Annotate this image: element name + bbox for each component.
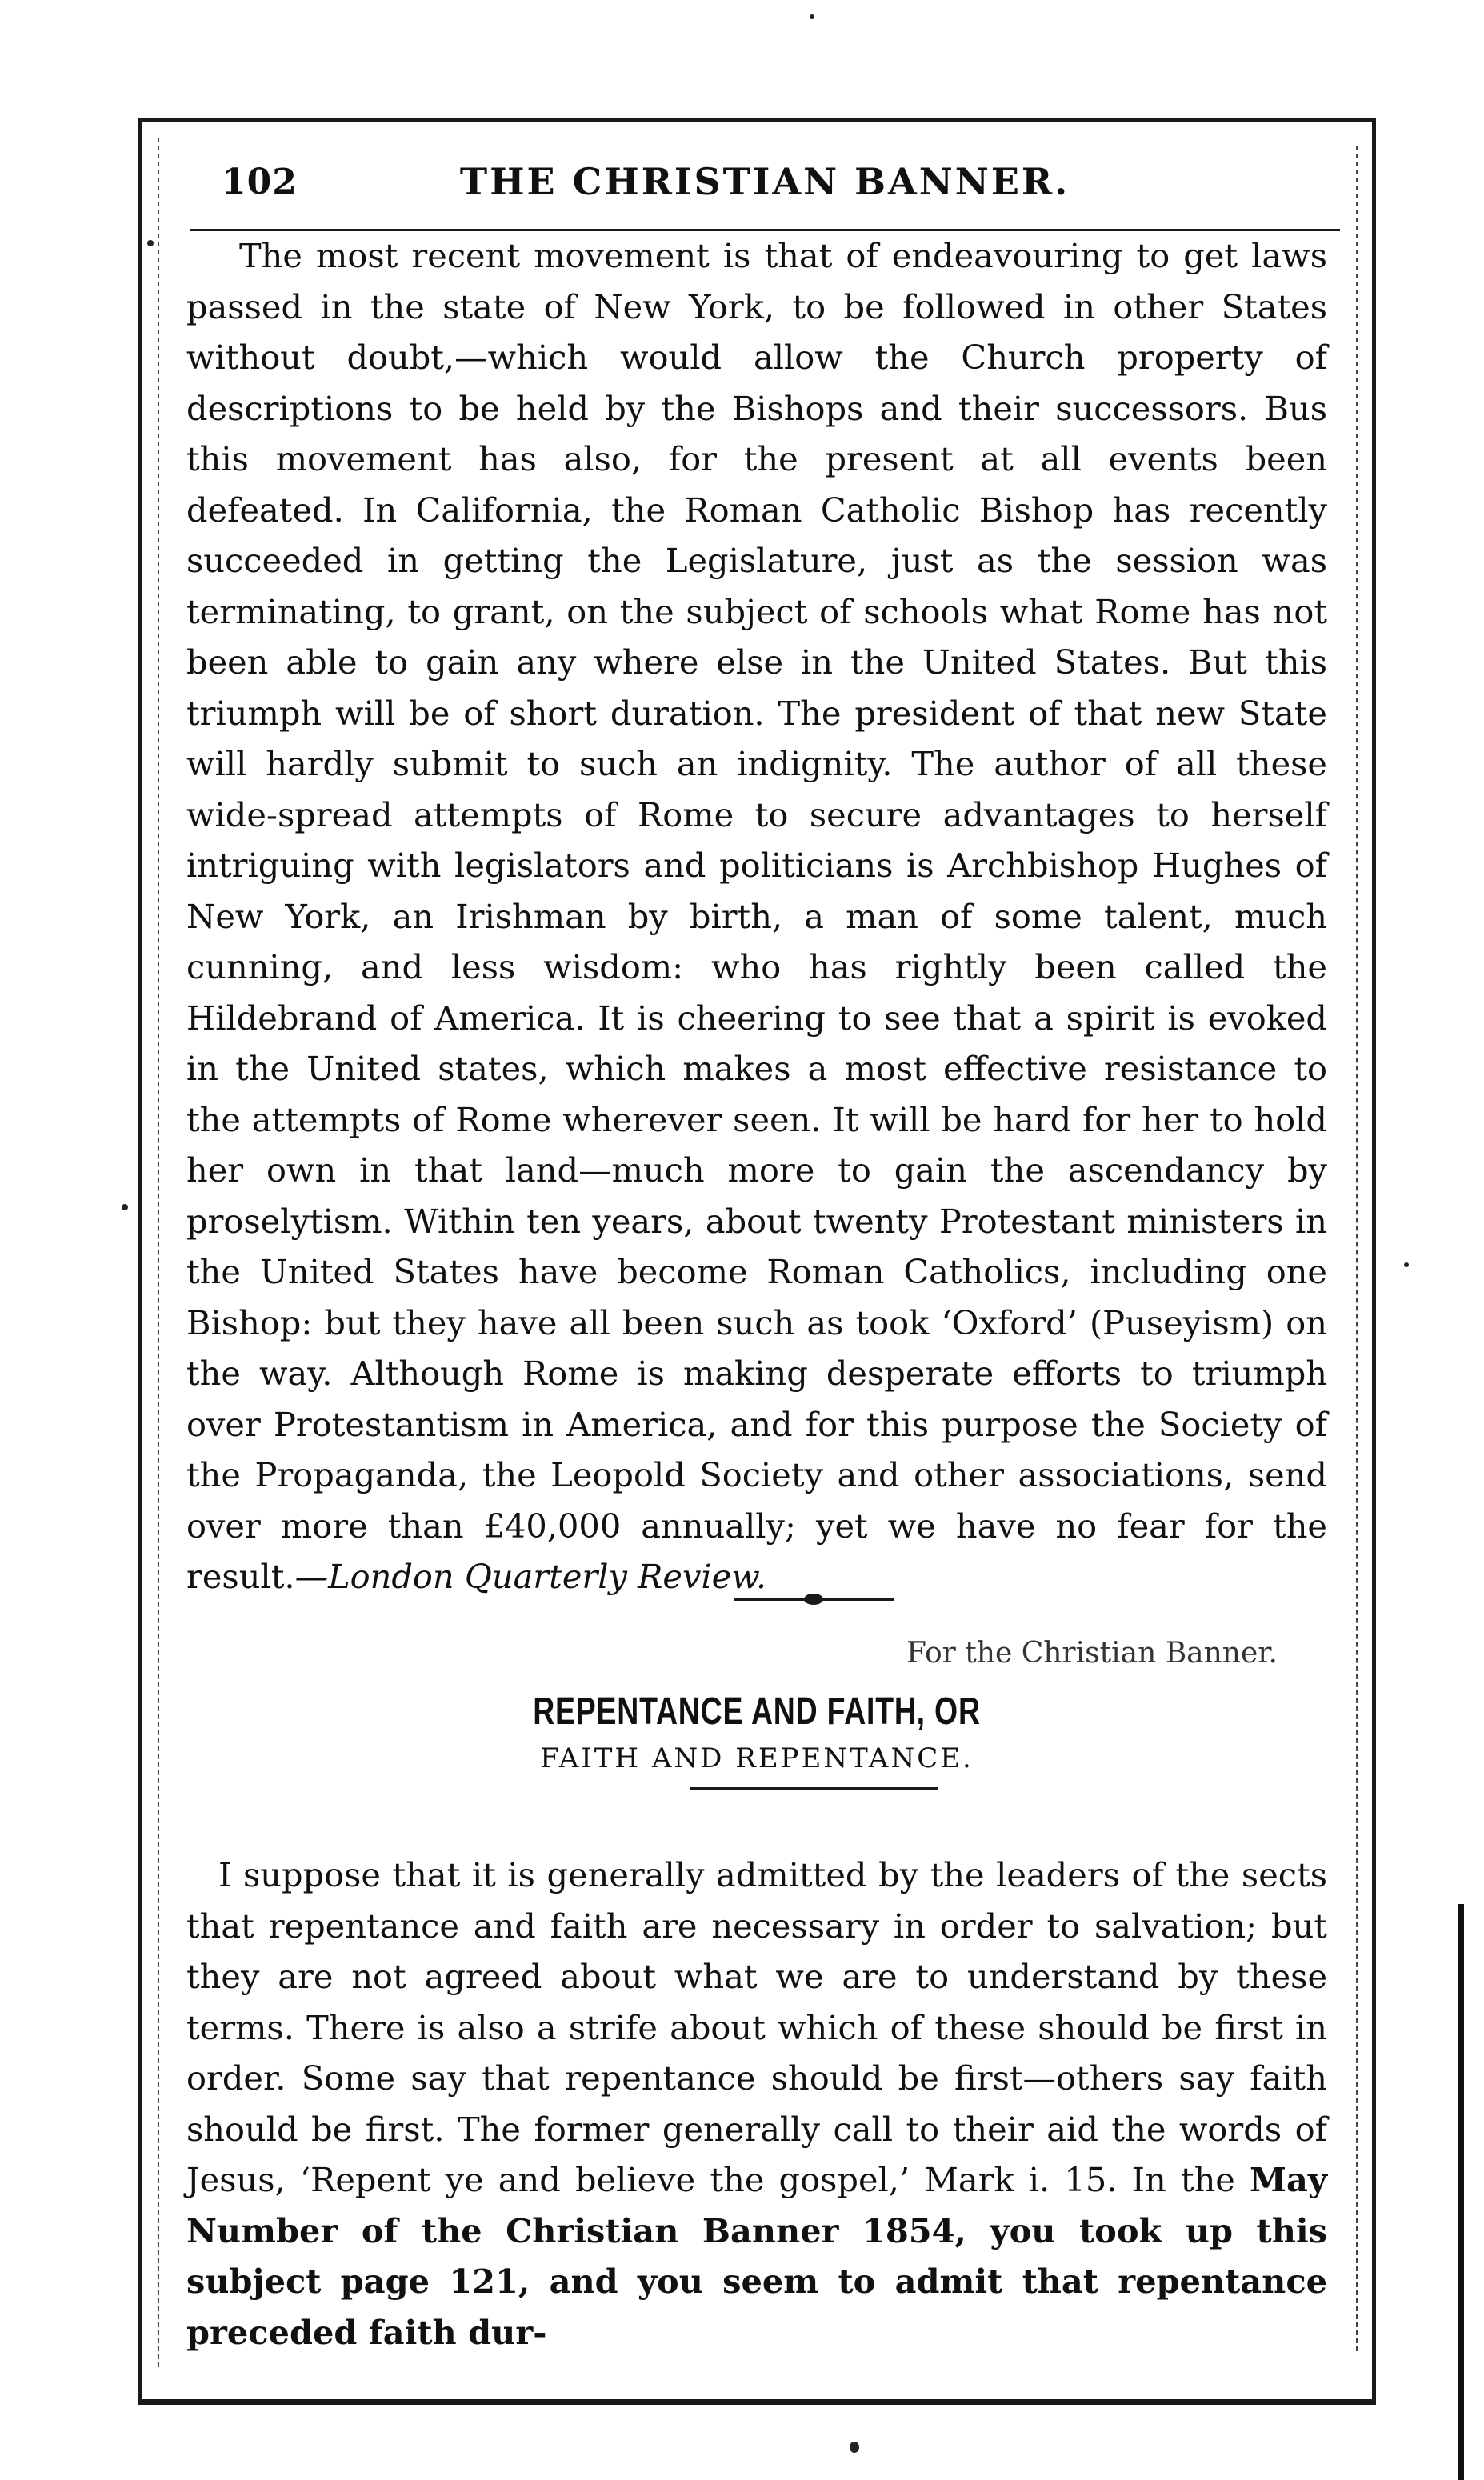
article-title: REPENTANCE AND FAITH, OR xyxy=(533,1690,981,1733)
speck-mark xyxy=(122,1204,128,1210)
running-title: THE CHRISTIAN BANNER. xyxy=(459,160,1070,203)
article-paragraph xyxy=(186,1850,1327,2358)
inner-border-right xyxy=(1356,146,1358,2351)
article-paragraph xyxy=(186,230,1327,1602)
paragraph-text: The most recent movement is that of endeavouring to get laws passed in the state of New York, to be followed in other States without doubt,—which would allow the Church property of descriptions to be held by the Bishops and their successors. Bus this movement has also, for the present at all events been defeated. In California, the Roman Catholic Bishop has recently succeeded in getting the Legislature, just as the session was terminating, to grant, on the subject of schools what Rome has not been able to gain any where else in the United States. But this triumph will be of short duration. The president of that new State will hardly submit to such an indignity. The author of all these wide-spread attempts of Rome to secure advantages to herself intriguing with legislators and politicians is Archbishop Hughes of New York, an Irishman by birth, a man of some talent, much cunning, and less wisdom: who has rightly been called the Hildebrand of America. It is cheering to see that a spirit is evoked in the United states, which makes a most effective resistance to the attempts of Rome wherever seen. It will be hard for her to hold her own in that land—much more to gain the ascendancy by proselytism. Within ten years, about twenty Protestant ministers in the United States have become Roman Catholics, including one Bishop: but they have all been such as took ‘Oxford’ (Puseyism) on the way. Although Rome is making desperate efforts to triumph over Protestantism in America, and for this purpose the Society of the Propaganda, the Leopold Society and other associations, send over more than £40,000 annually; yet we have no fear for the result. xyxy=(186,236,1327,1596)
paragraph-text: I suppose that it is generally admitted by the leaders of the sects that repentance and faith are necessary in order to salvation; but they are not agreed about what we are to understand by these terms. There is also a strife about which of these should be first in order. Some say that repentance should be first—others say faith should be first. The former generally call to their aid the words of Jesus, ‘Repent ye and believe the gospel,’ Mark i. 15. In the xyxy=(186,1855,1327,2199)
speck-mark xyxy=(147,240,154,246)
divider-ornament xyxy=(804,1594,823,1605)
scan-edge xyxy=(1458,1904,1464,2480)
inner-border-left xyxy=(158,138,159,2367)
page-header xyxy=(190,139,1340,231)
speck-mark xyxy=(810,14,814,19)
speck-mark xyxy=(1404,1262,1409,1267)
speck-mark xyxy=(850,2442,859,2453)
contribution-note: For the Christian Banner. xyxy=(906,1637,1278,1670)
article-body-1 xyxy=(186,230,1327,1602)
article-body-2 xyxy=(186,1850,1327,2358)
page-frame xyxy=(138,118,1376,2405)
article-subtitle: FAITH AND REPENTANCE. xyxy=(540,1742,974,1774)
paragraph-bold-text: May Number of the Christian Banner 1854, you took up this subject page 121, and you seem to admit that repentance preceded faith dur- xyxy=(186,2160,1327,2352)
title-rule xyxy=(690,1787,938,1790)
source-attribution: —London Quarterly Review. xyxy=(294,1557,767,1596)
page-number: 102 xyxy=(222,162,298,202)
section-divider xyxy=(734,1587,894,1611)
